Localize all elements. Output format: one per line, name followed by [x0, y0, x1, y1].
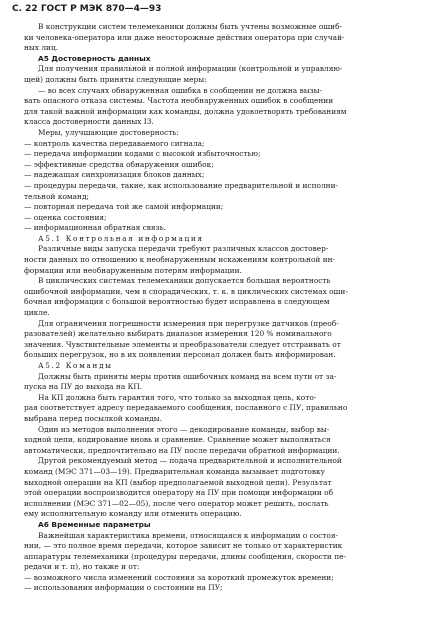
text-line: ных лиц.	[24, 43, 59, 53]
text-line: Другой рекомендуемый метод — подача предварительной и исполнительной	[38, 456, 342, 466]
text-line: Важнейшая характеристика времени, относящаяся к информации о состоя-	[38, 530, 338, 540]
text-line: класса достоверности данных I3.	[24, 117, 154, 127]
text-line: нии, — это полное время передачи, которое зависит не только от характеристик	[24, 541, 343, 551]
text-line: — процедуры передачи, такие, как использование предварительной и исполни-	[24, 180, 338, 190]
text-line: пуска на ПУ до выхода на КП.	[24, 382, 143, 392]
text-line: ности данных по отношению к необнаруженным искажениям контрольной ин-	[24, 255, 336, 265]
text-line: этой операции воспроизводится оператору на ПУ при помощи информации об	[24, 488, 334, 498]
text-line: — во всех случаях обнаруженная ошибка в сообщении не должна вызы-	[38, 85, 323, 95]
text-line: для такой важной информации как команды, должна удовлетворять требованиям	[24, 106, 347, 116]
text-line: бочная информация с большой вероятностью будет исправлена в следующем	[24, 297, 330, 307]
text-line: — использования информации о состоянии на ПУ;	[24, 583, 223, 593]
text-line: — оценка состояния;	[24, 212, 107, 222]
page-header: С. 22 ГОСТ Р МЭК 870—4—93	[12, 4, 162, 14]
text-line: ему исполнительную команду или отменить операцию.	[24, 509, 242, 519]
text-line: аппаратуры телемеханики (процедуры передачи, длины сообщения, скорости пе-	[24, 551, 346, 561]
text-line: исполнении (МЭС 371—02—05), после чего оператор может решить, послать	[24, 498, 329, 508]
text-line: вать опасного отказа системы. Частота необнаруженных ошибок в сообщении	[24, 96, 334, 106]
document-body	[24, 22, 410, 594]
text-line: Меры, улучшающие достоверность:	[38, 127, 179, 137]
text-line: А5 Достоверность данных	[38, 53, 151, 63]
text-line: — надежащая синхронизация блоков данных;	[24, 170, 205, 180]
text-line: Различные виды запуска передачи требуют различных классов достовер-	[38, 244, 329, 254]
text-line: — повторная передача той же самой информации;	[24, 202, 224, 212]
text-line: выбрана перед посылкой команды.	[24, 413, 162, 423]
text-line: ки человека-оператора или даже неосторожные действия оператора при случай-	[24, 32, 345, 42]
text-line: щей) должны быть приняты следующие меры:	[24, 74, 207, 84]
text-line: Для ограничения погрешности измерения при перегрузке датчиков (преоб-	[38, 318, 339, 328]
text-line: А5.2 Команды	[38, 361, 113, 370]
text-line: Должны быть приняты меры против ошибочных команд на всем пути от за-	[38, 371, 337, 381]
text-line: рая соответствует адресу передаваемого сообщения, посланного с ПУ, правильно	[24, 403, 348, 413]
text-line: А5.1 Контрольная информация	[38, 233, 204, 243]
text-line: — информационная обратная связь.	[24, 223, 166, 233]
text-line: ходной цепи, кодирование вновь и сравнение. Сравнение может выполняться	[24, 435, 331, 445]
text-line: команд (МЭС 371—03—19). Предварительная команда вызывает подготовку	[24, 466, 325, 476]
text-line: разователей) желательно выбирать диапазон измерения 120 % номинального	[24, 329, 332, 339]
text-line: автоматически, предпочтительно на ПУ после передачи обратной информации.	[24, 445, 340, 455]
text-line: выходной операции на КП (выбор предполагаемой выходной цепи). Результат	[24, 477, 332, 487]
text-line: формации или необнаруженным потерям информации.	[24, 265, 242, 275]
text-line: Один из методов выполнения этого — декодирование команды, выбор вы-	[38, 424, 330, 434]
text-line: — передача информации кодами с высокой избыточностью;	[24, 149, 261, 159]
text-line: На КП должна быть гарантия того, что только за выходная цепь, кото-	[38, 392, 317, 402]
text-line: значения. Чувствительные элементы и преобразователи следует отстраивать от	[24, 339, 341, 349]
text-line: ошибочной информации, чем в спорадических, т. к. в циклических системах оши-	[24, 286, 348, 296]
text-line: В циклических системах телемеханики допускается большая вероятность	[38, 276, 331, 286]
text-line: А6 Временные параметры	[38, 519, 151, 529]
text-line: цикле.	[24, 308, 50, 318]
text-line: — возможного числа изменений состояния за короткий промежуток времени;	[24, 572, 334, 582]
text-line: больших перегрузок, но в их появлении персонал должен быть информирован.	[24, 350, 336, 360]
text-line: тельной команд;	[24, 191, 90, 201]
text-line: В конструкции систем телемеханики должны быть учтены возможные ошиб-	[38, 22, 343, 31]
text-line: — эффективные средства обнаружения ошибок;	[24, 159, 214, 169]
text-line: — контроль качества передаваемого сигнала;	[24, 138, 205, 148]
text-line: Для получения правильной и полной информации (контрольной и управляю-	[38, 64, 343, 74]
text-line: редачи и т. п), но также и от:	[24, 562, 140, 572]
